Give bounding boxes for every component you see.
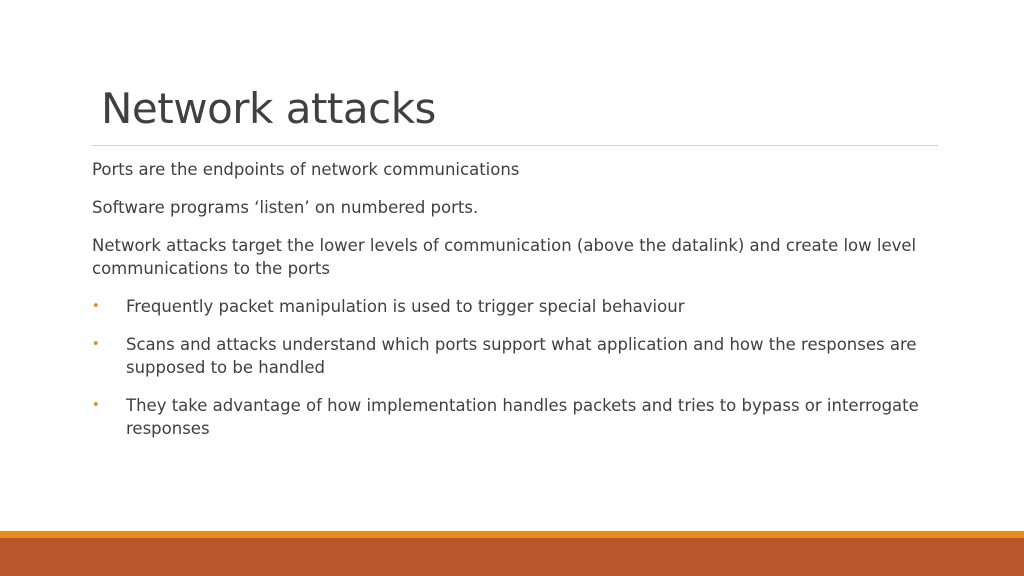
bullet-icon: • — [92, 398, 100, 413]
body-paragraph-attacks: Network attacks target the lower levels of communication (above the datalink) and create low level communications to the ports — [92, 236, 917, 278]
body-paragraph-software: Software programs ‘listen’ on numbered ports. — [92, 198, 479, 217]
title-divider — [92, 145, 938, 146]
bullet-text: Scans and attacks understand which ports support what application and how the responses are supposed to be handled — [126, 335, 917, 377]
footer-accent-bar-rust — [0, 538, 1024, 576]
bullet-text: Frequently packet manipulation is used to trigger special behaviour — [126, 297, 685, 316]
footer-accent-bar-orange — [0, 531, 1024, 538]
bullet-icon: • — [92, 299, 100, 314]
bullet-item — [92, 295, 932, 318]
slide-title: Network attacks — [101, 84, 436, 133]
bullet-item — [92, 333, 932, 379]
slide-body — [92, 158, 932, 455]
body-paragraph-ports: Ports are the endpoints of network communications — [92, 160, 520, 179]
bullet-text: They take advantage of how implementation handles packets and tries to bypass or interrogate responses — [126, 396, 919, 438]
bullet-item — [92, 394, 932, 440]
bullet-icon: • — [92, 337, 100, 352]
